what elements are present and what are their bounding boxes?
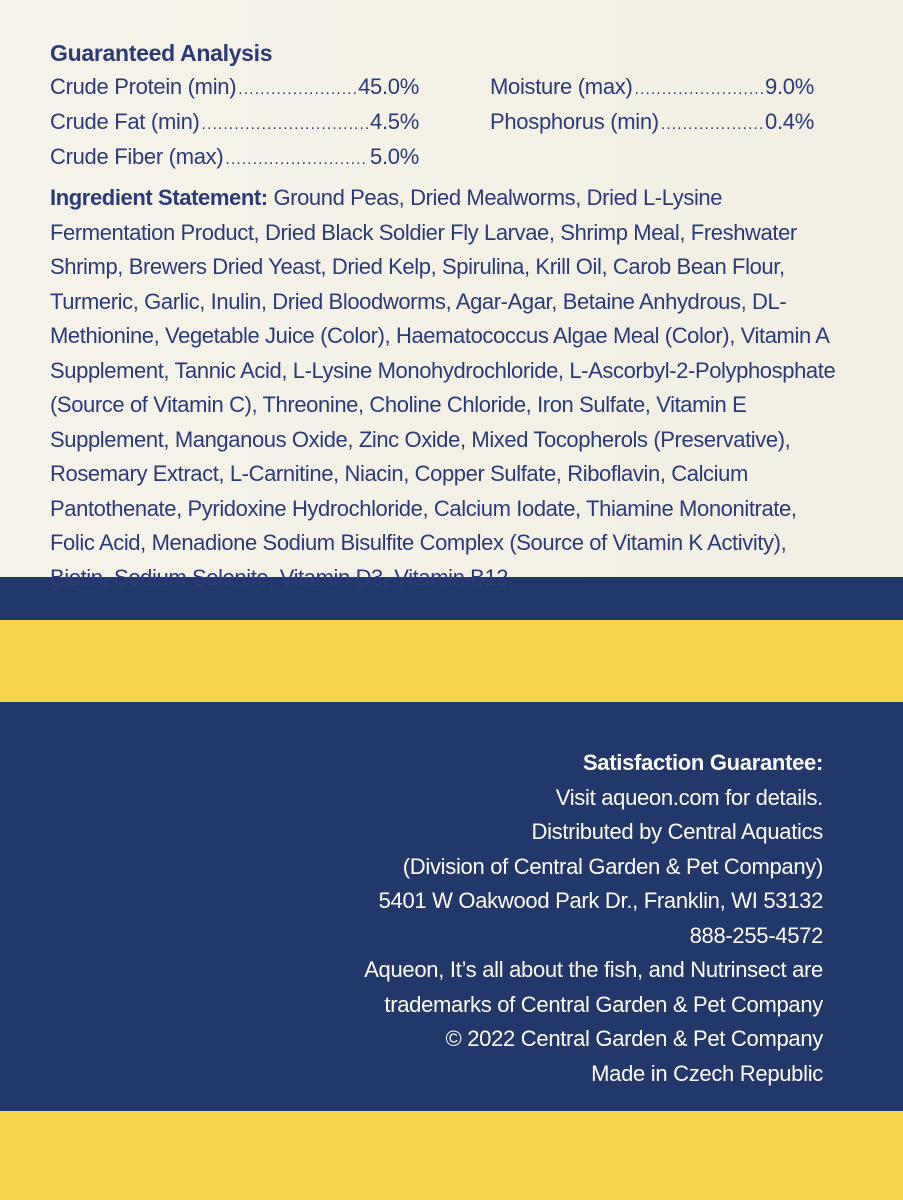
guarantee-line: Distributed by Central Aquatics xyxy=(531,819,823,844)
leader-dots xyxy=(635,73,764,107)
guarantee-line: Visit aqueon.com for details. xyxy=(555,784,823,810)
analysis-label: Crude Fat (min) xyxy=(50,109,200,134)
guarantee-line: Made in Czech Republic xyxy=(591,1060,823,1086)
analysis-row-phosphorus xyxy=(490,105,814,142)
analysis-row-crude-fiber xyxy=(50,140,419,177)
analysis-label: Crude Fiber (max) xyxy=(50,144,224,169)
ingredient-statement xyxy=(50,181,840,595)
analysis-label: Crude Protein (min) xyxy=(50,74,237,99)
leader-dots xyxy=(225,143,368,177)
guarantee-line: Aqueon, It’s all about the fish, and Nutrinsect are xyxy=(364,957,823,982)
analysis-value: 45.0% xyxy=(358,74,419,99)
yellow-band-top xyxy=(0,620,903,702)
yellow-band-bottom xyxy=(0,1111,903,1200)
leader-dots xyxy=(238,73,356,107)
leader-dots xyxy=(202,108,369,142)
analysis-value: 9.0% xyxy=(765,74,814,99)
ingredient-statement-label: Ingredient Statement: xyxy=(50,185,268,210)
guarantee-line: trademarks of Central Garden & Pet Company xyxy=(384,991,823,1017)
analysis-value: 0.4% xyxy=(765,109,814,134)
analysis-label: Moisture (max) xyxy=(490,74,633,99)
leader-dots xyxy=(661,108,763,142)
analysis-row-moisture xyxy=(490,70,814,107)
satisfaction-guarantee-title: Satisfaction Guarantee: xyxy=(582,750,823,775)
guarantee-line: 5401 W Oakwood Park Dr., Franklin, WI 53132 xyxy=(378,888,823,913)
analysis-row-crude-fat xyxy=(50,105,419,142)
analysis-row-crude-protein xyxy=(50,70,419,107)
guaranteed-analysis-title: Guaranteed Analysis xyxy=(50,40,273,66)
analysis-value: 5.0% xyxy=(370,144,419,169)
guarantee-line: 888-255-4572 xyxy=(689,922,823,948)
guarantee-line: © 2022 Central Garden & Pet Company xyxy=(445,1026,823,1051)
analysis-label: Phosphorus (min) xyxy=(490,109,659,134)
satisfaction-guarantee-block xyxy=(263,746,823,1091)
ingredient-statement-text: Ground Peas, Dried Mealworms, Dried L-Lysine Fermentation Product, Dried Black Soldier Fly Larvae, Shrimp Meal, Freshwater Shrimp, Brewers Dried Yeast, Dried Kelp, Spirulina, Krill Oil, Carob Bean Flour, Turmeric, Garlic, Inulin, Dried Bloodworms, Agar-Agar, Betaine Anhydrous, DL-Methionine, Vegetable Juice (Color), Haematococcus Algae Meal (Color), Vitamin A Supplement, Tannic Acid, L-Lysine Monohydrochloride, L-Ascorbyl-2-Polyphosphate (Source of Vitamin C), Threonine, Choline Chloride, Iron Sulfate, Vitamin E Supplement, Manganous Oxide, Zinc Oxide, Mixed Tocopherols (Preservative), Rosemary Extract, L-Carnitine, Niacin, Copper Sulfate, Riboflavin, Calcium Pantothenate, Pyridoxine Hydrochloride, Calcium Iodate, Thiamine Mononitrate, Folic Acid, Menadione Sodium Bisulfite Complex (Source of Vitamin K Activity), Biotin, Sodium Selenite, Vitamin D3, Vitamin B12. xyxy=(50,185,836,590)
guarantee-line: (Division of Central Garden & Pet Company) xyxy=(402,853,823,879)
analysis-value: 4.5% xyxy=(370,109,419,134)
